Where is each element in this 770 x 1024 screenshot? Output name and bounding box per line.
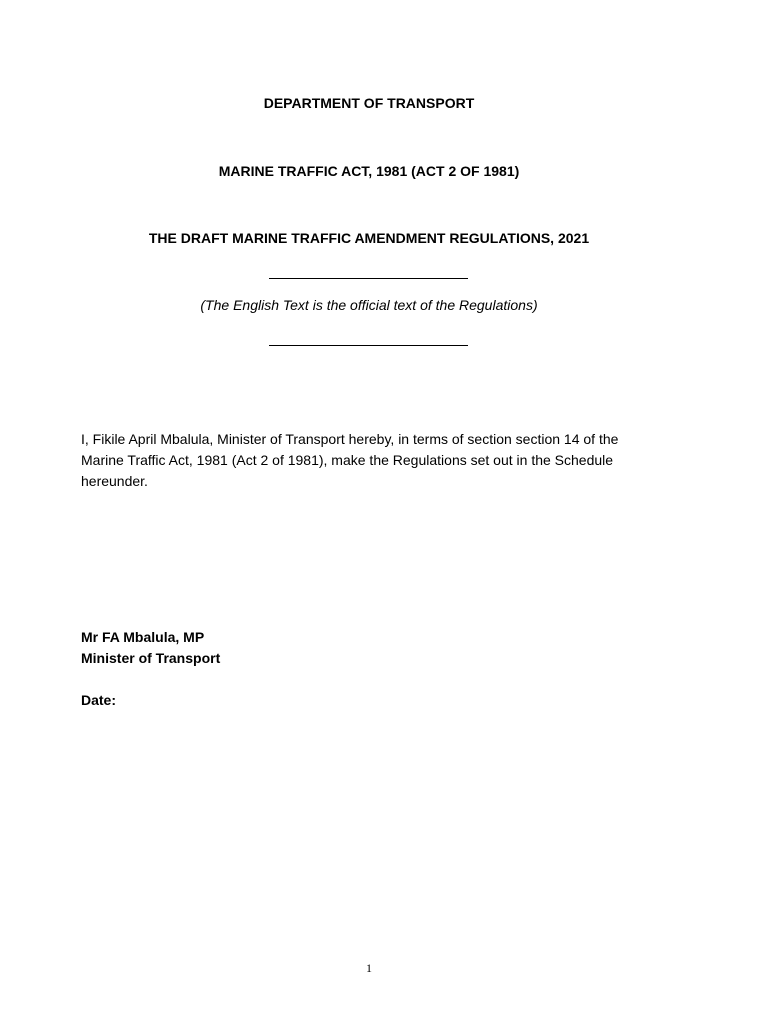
signatory-title: Minister of Transport: [81, 650, 221, 666]
regulations-title: THE DRAFT MARINE TRAFFIC AMENDMENT REGULATIONS, 2021: [148, 230, 590, 246]
page-number: 1: [366, 961, 372, 975]
act-heading: MARINE TRAFFIC ACT, 1981 (ACT 2 OF 1981): [218, 163, 520, 179]
department-heading: DEPARTMENT OF TRANSPORT: [263, 95, 475, 111]
official-text-note: (The English Text is the official text of the Regulations): [200, 297, 538, 313]
enactment-line: Marine Traffic Act, 1981 (Act 2 of 1981), make the Regulations set out in the Schedule: [81, 452, 614, 468]
enactment-line: hereunder.: [81, 473, 148, 489]
bottom-divider-line: [269, 345, 468, 346]
date-label: Date:: [81, 692, 117, 708]
top-divider-line: [269, 278, 468, 279]
enactment-paragraph: [81, 429, 681, 492]
enactment-line: I, Fikile April Mbalula, Minister of Transport hereby, in terms of section section 14 of the: [81, 431, 619, 447]
signatory-name: Mr FA Mbalula, MP: [81, 629, 205, 645]
